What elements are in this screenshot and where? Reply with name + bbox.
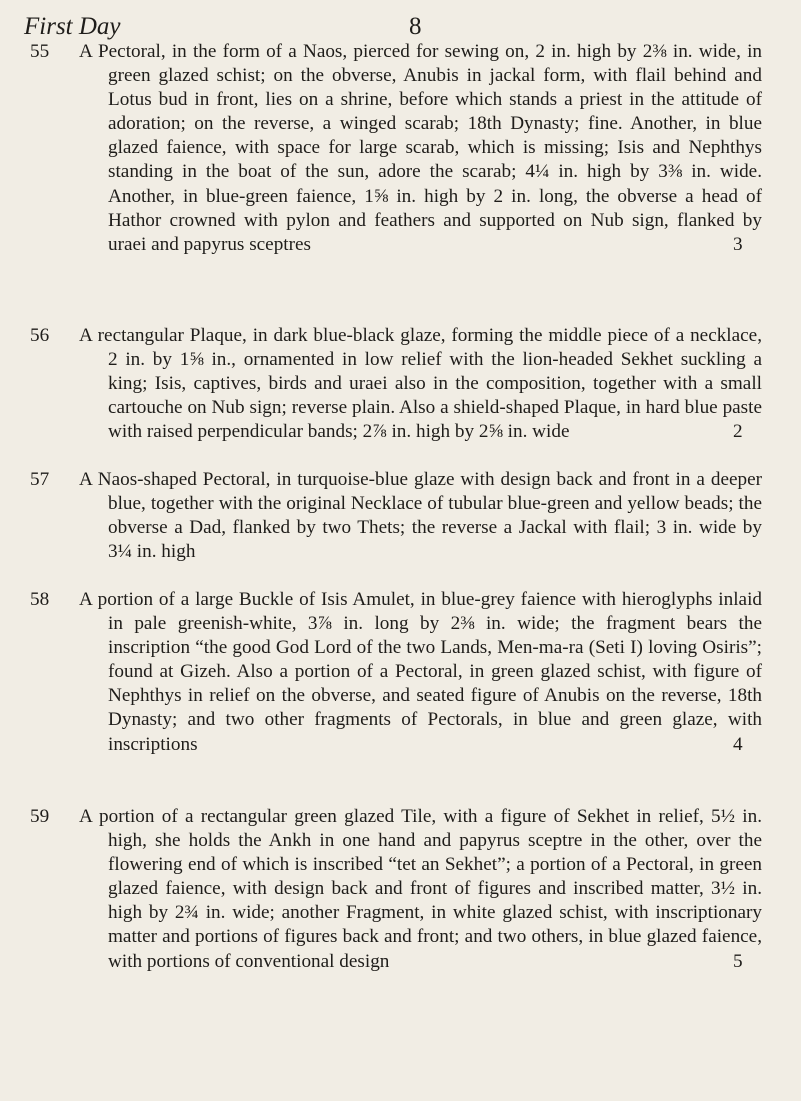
lot-text: A portion of a large Buckle of Isis Amulet, in blue-grey faience with hieroglyphs inlaid in pale greenish-white, 3⅞ in. long by 2⅜ in. wide; the fragment bears the inscription “the good God Lord of the two Lands, Men-ma-ra (Seti I) loving Osiris”; found at Gizeh. Also a portion of a Pectoral, in green glazed schist, with figure of Nephthys in relief on the obverse, and seated figure of Anubis on the reverse, 18th Dynasty; and two other fragments of Pectorals, in blue and green glaze, with inscriptions — [79, 589, 762, 755]
page-header — [24, 12, 777, 42]
lot-description: A portion of a large Buckle of Isis Amulet, in blue-grey faience with hieroglyphs inlaid in pale greenish-white, 3⅞ in. long by 2⅜ in. wide; the fragment bears the inscription “the good God Lord of the two Lands, Men-ma-ra (Seti I) loving Osiris”; found at Gizeh. Also a portion of a Pectoral, in green glazed schist, with figure of Nephthys in relief on the obverse, and seated figure of Anubis on the reverse, 18th Dynasty; and two other fragments of Pectorals, in blue and green glaze, with inscriptions 4 — [79, 589, 762, 755]
lot-number: 57 — [30, 469, 50, 490]
lot-number: 56 — [30, 325, 50, 346]
lot-description — [79, 468, 770, 564]
lot-description: A Pectoral, in the form of a Naos, pierced for sewing on, 2 in. high by 2⅜ in. wide, in green glazed schist; on the obverse, Anubis in jackal form, with flail behind and Lotus bud in front, lies on a shrine, before which stands a priest in the attitude of adoration; on the reverse, a winged scarab; 18th Dynasty; fine. Another, in blue glazed faience, with space for large scarab, which is missing; Isis and Nephthys standing in the boat of the sun, adore the scarab; 4¼ in. high by 3⅜ in. wide. Another, in blue-green faience, 1⅝ in. high by 2 in. long, the obverse a head of Hathor crowned with pylon and feathers and supported on Nub sign, flanked by uraei and papyrus sceptres 3 — [79, 41, 762, 255]
lot-text: A Pectoral, in the form of a Naos, pierced for sewing on, 2 in. high by 2⅜ in. wide, in green glazed schist; on the obverse, Anubis in jackal form, with flail behind and Lotus bud in front, lies on a shrine, before which stands a priest in the attitude of adoration; on the reverse, a winged scarab; 18th Dynasty; fine. Another, in blue glazed faience, with space for large scarab, which is missing; Isis and Nephthys standing in the boat of the sun, adore the scarab; 4¼ in. high by 3⅜ in. wide. Another, in blue-green faience, 1⅝ in. high by 2 in. long, the obverse a head of Hathor crowned with pylon and feathers and supported on Nub sign, flanked by uraei and papyrus sceptres — [79, 41, 762, 255]
lot-text: A rectangular Plaque, in dark blue-black glaze, forming the middle piece of a necklace, 2 in. by 1⅝ in., ornamented in low relief with the lion-headed Sekhet suckling a king; Isis, captives, birds and uraei also in the composition, together with a small cartouche on Nub sign; reverse plain. Also a shield-shaped Plaque, in hard blue paste with raised perpendicular bands; 2⅞ in. high by 2⅝ in. wide — [79, 325, 762, 443]
lot-entry — [30, 588, 770, 757]
lot-number: 55 — [30, 41, 50, 62]
lot-description: A portion of a rectangular green glazed Tile, with a figure of Sekhet in relief, 5½ in. high, she holds the Ankh in one hand and papyrus sceptre in the other, over the flowering end of which is inscribed “tet an Sekhet”; a portion of a Pectoral, in green glazed faience, with design back and front of figures and inscribed matter, 3½ in. high by 2¾ in. wide; another Fragment, in white glazed schist, with inscriptionary matter and portions of figures back and front; and two others, in blue glazed faience, with portions of conventional design 5 — [79, 806, 762, 972]
lot-text: A Naos-shaped Pectoral, in turquoise-blue glaze with design back and front in a deeper blue, together with the original Necklace of tubular blue-green and yellow beads; the obverse a Dad, flanked by two Thets; the reverse a Jackal with flail; 3 in. wide by 3¼ in. high — [79, 469, 762, 563]
lot-entry — [30, 805, 770, 974]
lot-description: A rectangular Plaque, in dark blue-black glaze, forming the middle piece of a necklace, 2 in. by 1⅝ in., ornamented in low relief with the lion-headed Sekhet suckling a king; Isis, captives, birds and uraei also in the composition, together with a small cartouche on Nub sign; reverse plain. Also a shield-shaped Plaque, in hard blue paste with raised perpendicular bands; 2⅞ in. high by 2⅝ in. wide 2 — [79, 325, 762, 443]
lot-entry — [30, 40, 770, 257]
running-title: First Day — [24, 13, 121, 40]
page-number: 8 — [409, 13, 422, 40]
lot-entry — [30, 468, 770, 564]
lot-number: 58 — [30, 589, 50, 610]
lot-entry — [30, 324, 770, 444]
lot-text: A portion of a rectangular green glazed Tile, with a figure of Sekhet in relief, 5½ in. high, she holds the Ankh in one hand and papyrus sceptre in the other, over the flowering end of which is inscribed “tet an Sekhet”; a portion of a Pectoral, in green glazed faience, with design back and front of figures and inscribed matter, 3½ in. high by 2¾ in. wide; another Fragment, in white glazed schist, with inscriptionary matter and portions of figures back and front; and two others, in blue glazed faience, with portions of conventional design — [79, 806, 762, 972]
lot-number: 59 — [30, 806, 50, 827]
